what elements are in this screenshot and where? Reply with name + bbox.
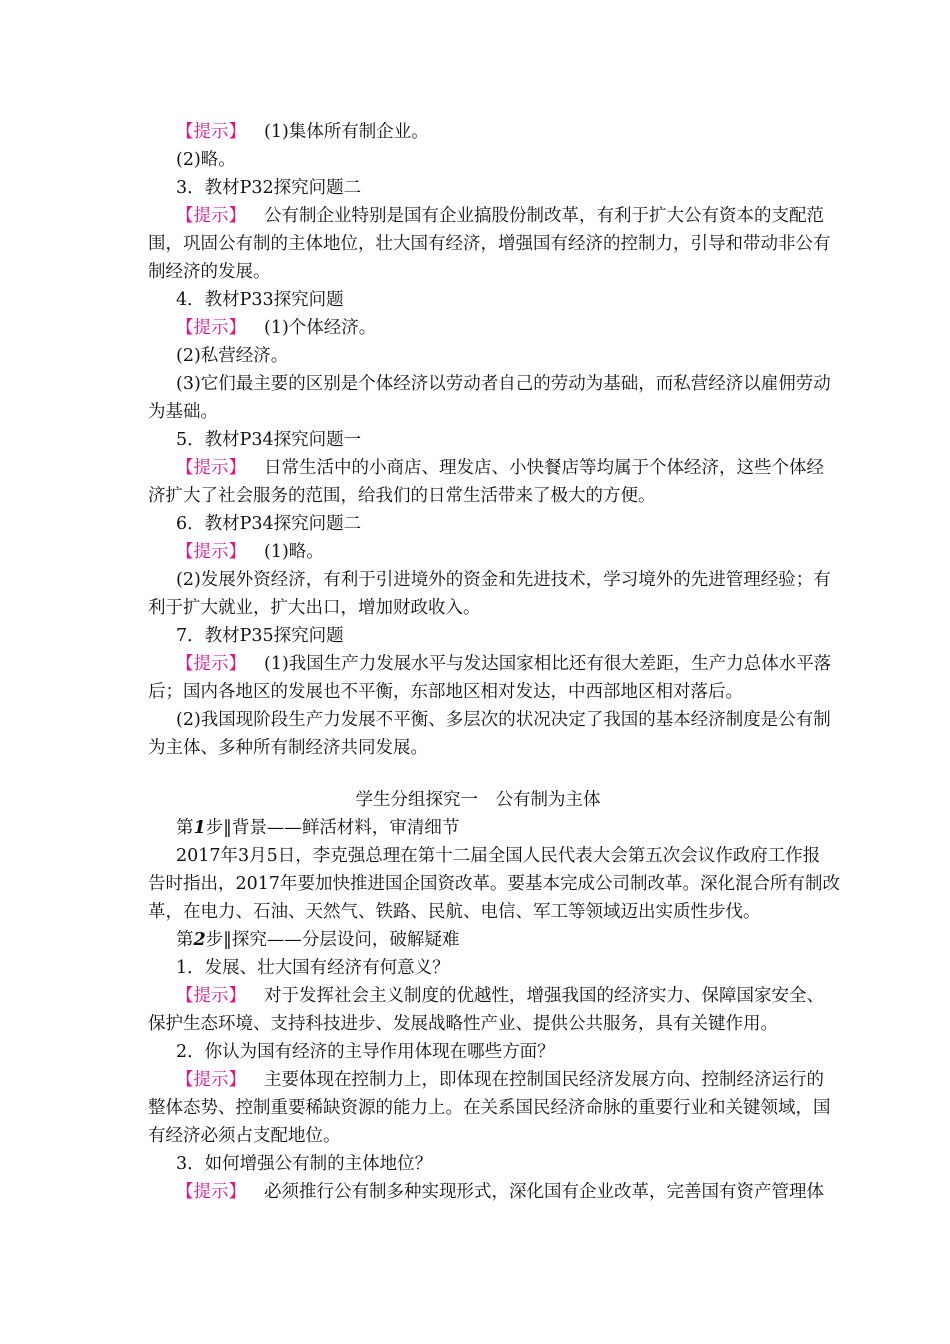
hint-line [176, 650, 832, 678]
hint-text: (1)个体经济。 [264, 318, 377, 338]
hint-label: 【提示】 [176, 986, 246, 1006]
question-heading: 6．教材P34探究问题二 [176, 514, 362, 534]
hint-text: (1)集体所有制企业。 [264, 122, 429, 142]
step-number: 2 [193, 930, 206, 950]
hint-line [176, 314, 808, 342]
hint-label: 【提示】 [176, 1070, 246, 1090]
paragraph-line: 2017年3月5日，李克强总理在第十二届全国人民代表大会第五次会议作政府工作报 [176, 846, 821, 866]
paragraph-line: 制经济的发展。 [148, 262, 271, 282]
hint-line [176, 538, 808, 566]
paragraph-line: 保护生态环境、支持科技进步、发展战略性产业、提供公共服务，具有关键作用。 [148, 1014, 778, 1034]
hint-line [176, 1178, 824, 1206]
question-heading: 2．你认为国有经济的主导作用体现在哪些方面？ [176, 1042, 555, 1062]
hint-text: 日常生活中的小商店、理发店、小快餐店等均属于个体经济，这些个体经 [264, 458, 824, 478]
paragraph-line: (2)发展外资经济，有利于引进境外的资金和先进技术，学习境外的先进管理经验；有 [176, 570, 831, 590]
paragraph-line: 整体态势、控制重要稀缺资源的能力上。在关系国民经济命脉的重要行业和关键领域，国 [148, 1098, 831, 1118]
hint-text: 主要体现在控制力上，即体现在控制国民经济发展方向、控制经济运行的 [264, 1070, 824, 1090]
step-heading [176, 814, 808, 842]
question-heading: 5．教材P34探究问题一 [176, 430, 362, 450]
question-heading: 3．如何增强公有制的主体地位？ [176, 1154, 433, 1174]
paragraph-line: 济扩大了社会服务的范围，给我们的日常生活带来了极大的方便。 [148, 486, 656, 506]
hint-label: 【提示】 [176, 318, 246, 338]
hint-label: 【提示】 [176, 654, 246, 674]
paragraph-line: 为基础。 [148, 402, 218, 422]
hint-label: 【提示】 [176, 206, 246, 226]
question-heading: 3．教材P32探究问题二 [176, 178, 362, 198]
paragraph-line: 围，巩固公有制的主体地位，壮大国有经济，增强国有经济的控制力，引导和带动非公有 [148, 234, 831, 254]
step-prefix: 第 [176, 930, 194, 950]
paragraph-line: (2)我国现阶段生产力发展不平衡、多层次的状况决定了我国的基本经济制度是公有制 [176, 710, 831, 730]
hint-text: (1)我国生产力发展水平与发达国家相比还有很大差距，生产力总体水平落 [264, 654, 832, 674]
hint-label: 【提示】 [176, 542, 246, 562]
step-title: 步‖背景——鲜活材料，审清细节 [205, 818, 460, 838]
step-title: 步‖探究——分层设问，破解疑难 [205, 930, 460, 950]
step-heading [176, 926, 808, 954]
hint-line [176, 202, 824, 230]
paragraph-line: 革，在电力、石油、天然气、铁路、民航、电信、军工等领域迈出实质性步伐。 [148, 902, 761, 922]
hint-line [176, 454, 824, 482]
paragraph-line: 利于扩大就业，扩大出口，增加财政收入。 [148, 598, 481, 618]
question-heading: 1．发展、壮大国有经济有何意义？ [176, 958, 450, 978]
paragraph-line: 有经济必须占支配地位。 [148, 1126, 341, 1146]
hint-line [176, 1066, 824, 1094]
question-heading: 7．教材P35探究问题 [176, 626, 344, 646]
hint-text: (1)略。 [264, 542, 324, 562]
hint-text: 对于发挥社会主义制度的优越性，增强我国的经济实力、保障国家安全、 [264, 986, 824, 1006]
hint-line [176, 982, 824, 1010]
hint-text: 公有制企业特别是国有企业搞股份制改革，有利于扩大公有资本的支配范 [264, 206, 824, 226]
question-heading: 4．教材P33探究问题 [176, 290, 344, 310]
hint-label: 【提示】 [176, 122, 246, 142]
paragraph-line: (2)略。 [176, 150, 236, 170]
paragraph-line: 告时指出，2017年要加快推进国企国资改革。要基本完成公司制改革。深化混合所有制改 [148, 874, 841, 894]
paragraph-line: 为主体、多种所有制经济共同发展。 [148, 738, 428, 758]
hint-label: 【提示】 [176, 458, 246, 478]
hint-text: 必须推行公有制多种实现形式，深化国有企业改革，完善国有资产管理体 [264, 1182, 824, 1202]
paragraph-line: (3)它们最主要的区别是个体经济以劳动者自己的劳动为基础，而私营经济以雇佣劳动 [176, 374, 831, 394]
step-prefix: 第 [176, 818, 194, 838]
paragraph-line: (2)私营经济。 [176, 346, 289, 366]
hint-label: 【提示】 [176, 1182, 246, 1202]
step-number: 1 [193, 818, 206, 838]
section-title: 学生分组探究一 公有制为主体 [355, 790, 601, 810]
paragraph-line: 后；国内各地区的发展也不平衡，东部地区相对发达，中西部地区相对落后。 [148, 682, 743, 702]
hint-line [176, 118, 808, 146]
